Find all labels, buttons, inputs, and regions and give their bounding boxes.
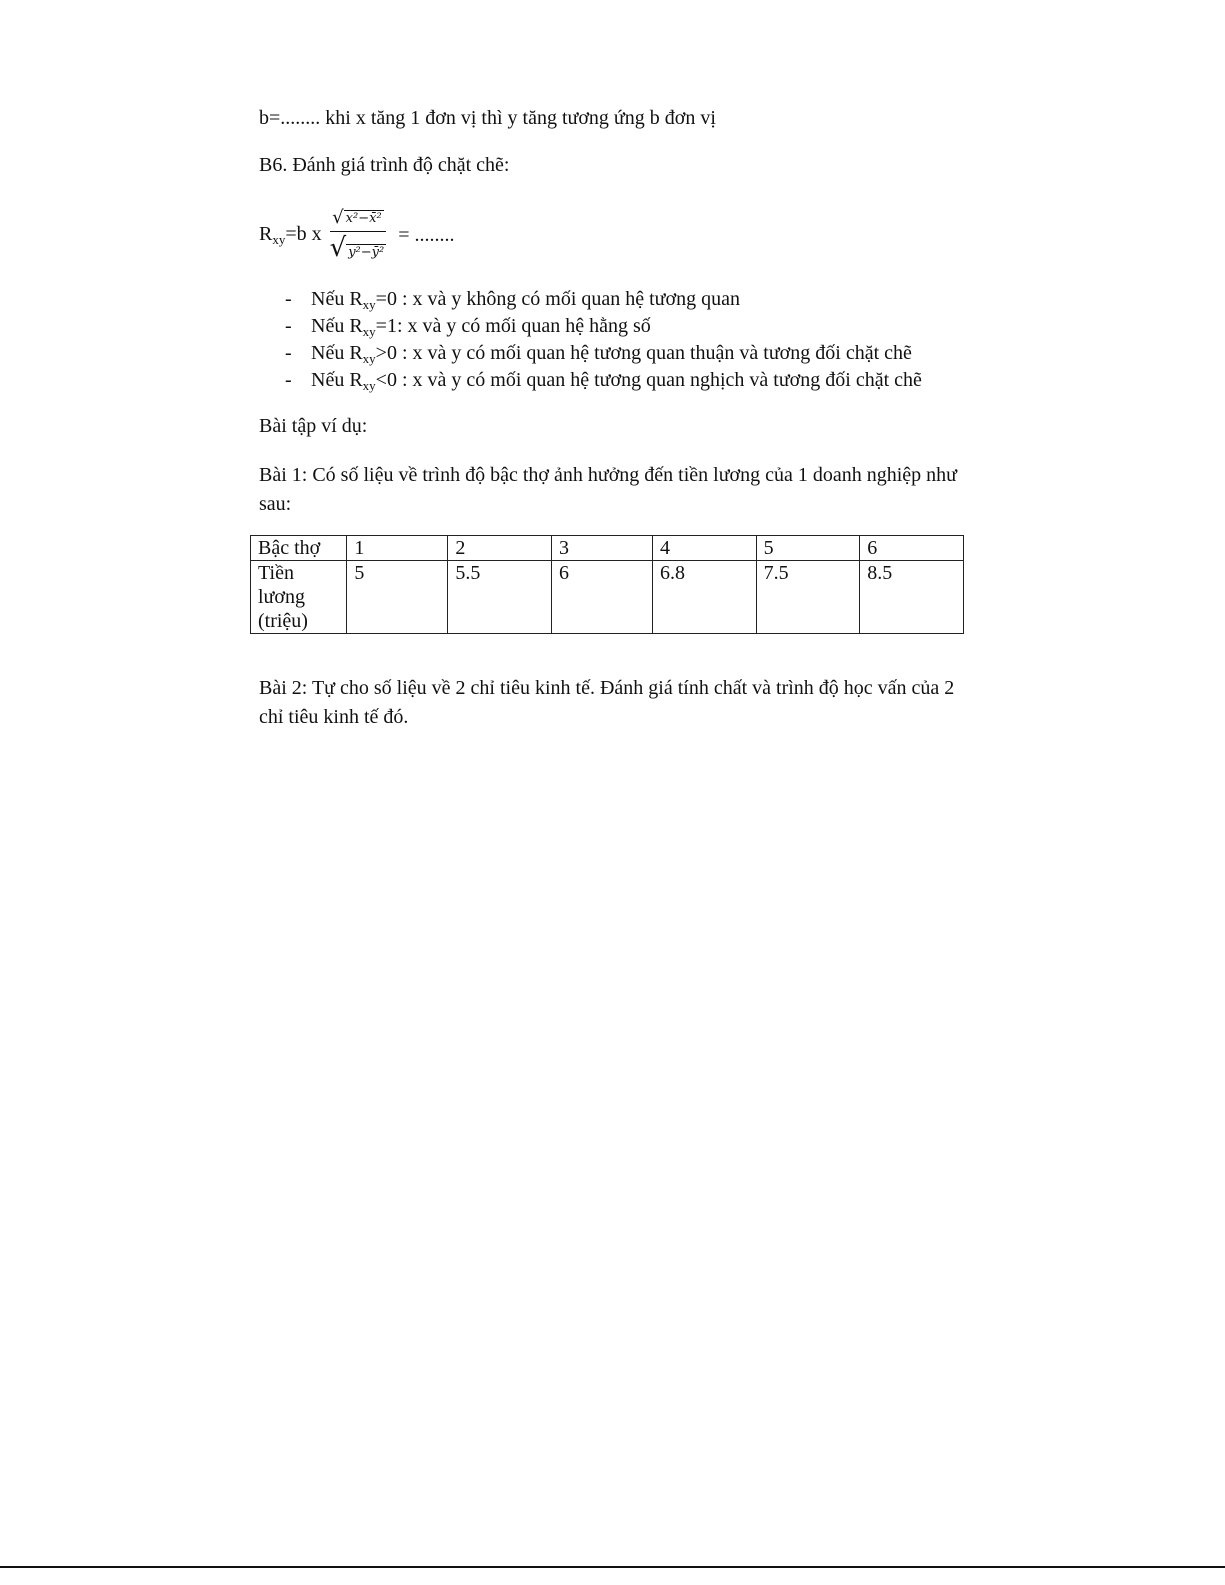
list-item: - Nếu $R_{xy}<0$ : x và y có mối quan hệ tương quan nghịch và tương đối chặt chẽ	[285, 369, 922, 393]
formula-fraction	[328, 206, 389, 263]
table-row-header: Tiền lương (triệu)	[251, 561, 347, 634]
table-row	[251, 536, 964, 561]
formula-lhs	[259, 222, 322, 248]
table-cell: 1	[347, 536, 448, 561]
numerator-radicand: x²−x̄²	[345, 210, 382, 226]
problem-1-text: Bài 1: Có số liệu về trình độ bậc thợ ảnh hưởng đến tiền lương của 1 doanh nghiệp như sau:	[259, 464, 958, 515]
formula-rhs: = ........	[398, 223, 455, 246]
table-cell: 4	[653, 536, 757, 561]
sqrt-symbol: √	[329, 233, 347, 263]
table-row	[251, 561, 964, 634]
table-cell: 6.8	[653, 561, 757, 634]
table-row-header: Bậc thợ	[251, 536, 347, 561]
table-cell: 5	[347, 561, 448, 634]
example-title: Bài tập ví dụ:	[259, 415, 368, 437]
page-bottom-border	[0, 1566, 1225, 1568]
data-table	[250, 535, 964, 634]
list-item: - Nếu $R_{xy}=1$: x và y có mối quan hệ hằng số	[285, 315, 651, 339]
formula-numerator	[330, 206, 385, 232]
list-item: - Nếu $R_{xy}>0$ : x và y có mối quan hệ tương quan thuận và tương đối chặt chẽ	[285, 342, 912, 366]
sqrt-symbol: √	[332, 206, 344, 228]
table-cell: 5.5	[448, 561, 552, 634]
table-cell: 6	[552, 561, 653, 634]
table-cell: 7.5	[756, 561, 860, 634]
table-cell: 2	[448, 536, 552, 561]
table-cell: 8.5	[860, 561, 964, 634]
b6-heading: B6. Đánh giá trình độ chặt chẽ:	[259, 154, 510, 176]
table-cell: 3	[552, 536, 653, 561]
formula-lhs-rest: =b x	[285, 222, 322, 245]
formula-r: R	[259, 222, 273, 245]
correlation-formula	[259, 200, 979, 270]
table-cell: 6	[860, 536, 964, 561]
problem-2-text: Bài 2: Tự cho số liệu về 2 chỉ tiêu kinh tế. Đánh giá tính chất và trình độ học vấn của 2 chỉ tiêu kinh tế đó.	[259, 677, 955, 728]
list-item: - Nếu $R_{xy}=0$ : x và y không có mối quan hệ tương quan	[285, 288, 740, 312]
table-cell: 5	[756, 536, 860, 561]
interpretation-list	[259, 286, 979, 394]
formula-denominator	[328, 232, 389, 261]
formula-r-sub: xy	[272, 231, 286, 247]
denominator-radicand: y²−ȳ²	[348, 244, 385, 260]
coefficient-b-line: b=........ khi x tăng 1 đơn vị thì y tăng tương ứng b đơn vị	[259, 107, 716, 129]
document-content	[259, 106, 979, 732]
